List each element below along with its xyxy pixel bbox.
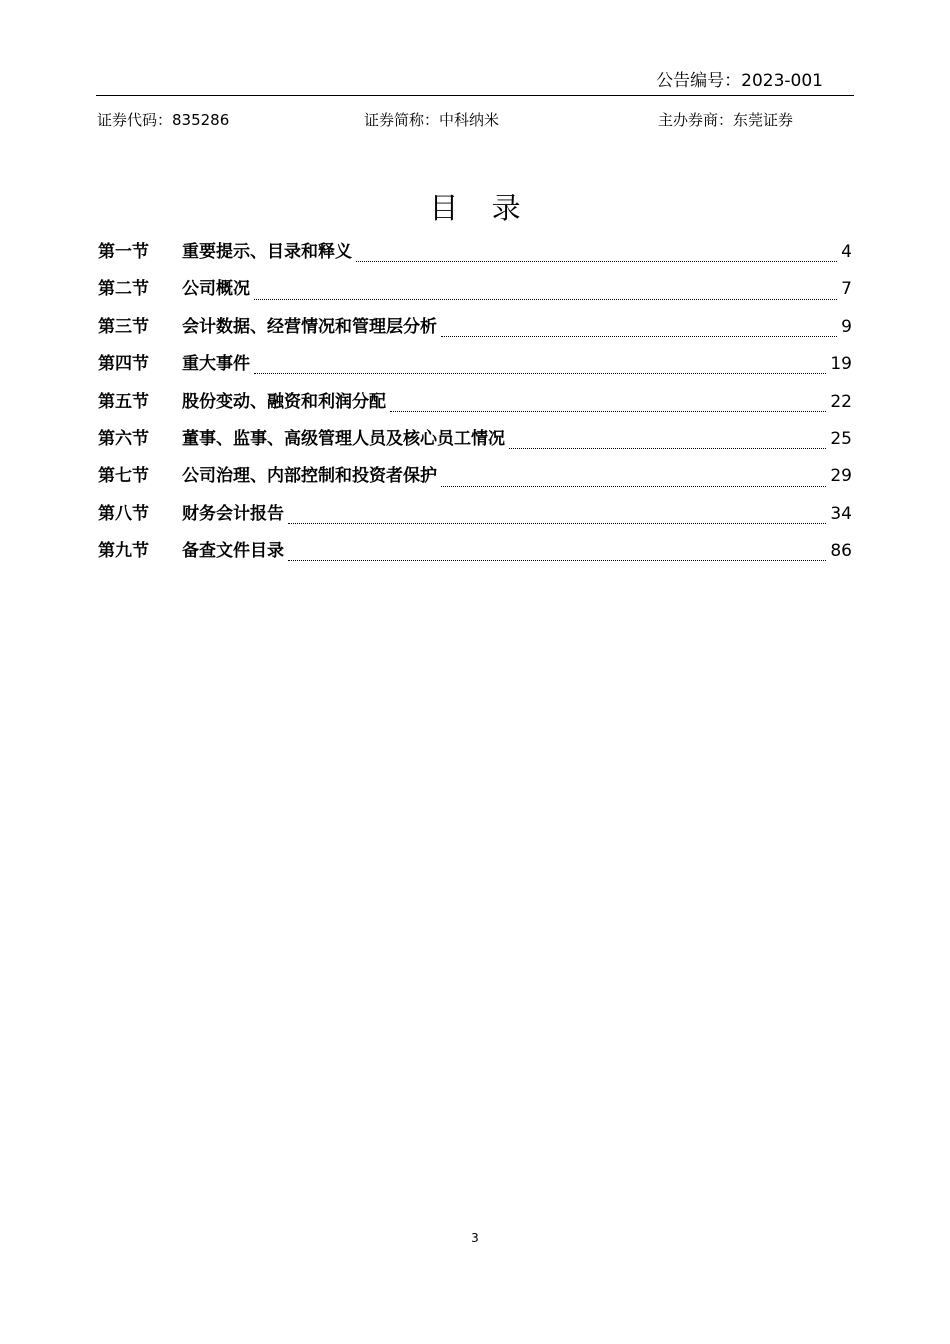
sponsor-broker: 主办券商：东莞证券 bbox=[658, 111, 794, 129]
toc-page-number: 29 bbox=[830, 466, 852, 487]
toc-page-number: 9 bbox=[841, 316, 852, 337]
toc-entry[interactable] bbox=[98, 424, 852, 461]
toc-entry[interactable] bbox=[98, 499, 852, 536]
toc-section-number: 第六节 bbox=[98, 428, 149, 449]
table-of-contents bbox=[98, 237, 852, 574]
toc-title: 目 录 bbox=[429, 191, 533, 225]
toc-leader-dots bbox=[254, 373, 826, 374]
toc-leader-dots bbox=[288, 523, 826, 524]
announcement-number: 公告编号：2023-001 bbox=[656, 71, 823, 91]
security-name: 证券简称：中科纳米 bbox=[364, 111, 500, 129]
toc-entry[interactable] bbox=[98, 349, 852, 386]
toc-section-title: 会计数据、经营情况和管理层分析 bbox=[182, 316, 437, 337]
toc-section-number: 第八节 bbox=[98, 503, 149, 524]
toc-section-title: 财务会计报告 bbox=[182, 503, 284, 524]
toc-section-number: 第四节 bbox=[98, 354, 149, 375]
toc-leader-dots bbox=[356, 261, 837, 262]
toc-page-number: 34 bbox=[830, 503, 852, 524]
toc-section-number: 第九节 bbox=[98, 541, 149, 562]
toc-page-number: 22 bbox=[830, 391, 852, 412]
toc-leader-dots bbox=[441, 336, 837, 337]
header-divider bbox=[96, 95, 854, 96]
toc-entry[interactable] bbox=[98, 536, 852, 573]
toc-section-number: 第二节 bbox=[98, 279, 149, 300]
toc-section-title: 董事、监事、高级管理人员及核心员工情况 bbox=[182, 428, 505, 449]
toc-section-number: 第七节 bbox=[98, 466, 149, 487]
toc-page-number: 4 bbox=[841, 242, 852, 262]
toc-entry[interactable] bbox=[98, 387, 852, 424]
toc-section-title: 股份变动、融资和利润分配 bbox=[182, 391, 386, 412]
toc-entry[interactable] bbox=[98, 461, 852, 498]
toc-page-number: 7 bbox=[841, 279, 852, 300]
toc-leader-dots bbox=[509, 448, 826, 449]
toc-section-title: 重要提示、目录和释义 bbox=[182, 242, 352, 262]
toc-section-number: 第五节 bbox=[98, 391, 149, 412]
toc-entry[interactable] bbox=[98, 274, 852, 311]
toc-section-number: 第一节 bbox=[98, 242, 149, 262]
page-number: 3 bbox=[471, 1231, 479, 1245]
toc-page-number: 86 bbox=[830, 541, 852, 562]
toc-page-number: 19 bbox=[830, 354, 852, 375]
toc-leader-dots bbox=[288, 560, 826, 561]
toc-leader-dots bbox=[390, 411, 826, 412]
toc-entry[interactable] bbox=[98, 237, 852, 274]
toc-section-title: 重大事件 bbox=[182, 354, 250, 375]
security-code: 证券代码：835286 bbox=[97, 111, 230, 129]
toc-leader-dots bbox=[254, 299, 837, 300]
toc-section-title: 公司概况 bbox=[182, 279, 250, 300]
toc-section-title: 公司治理、内部控制和投资者保护 bbox=[182, 466, 437, 487]
toc-section-number: 第三节 bbox=[98, 316, 149, 337]
toc-page-number: 25 bbox=[830, 428, 852, 449]
toc-entry[interactable] bbox=[98, 312, 852, 349]
toc-section-title: 备查文件目录 bbox=[182, 541, 284, 562]
toc-leader-dots bbox=[441, 486, 826, 487]
